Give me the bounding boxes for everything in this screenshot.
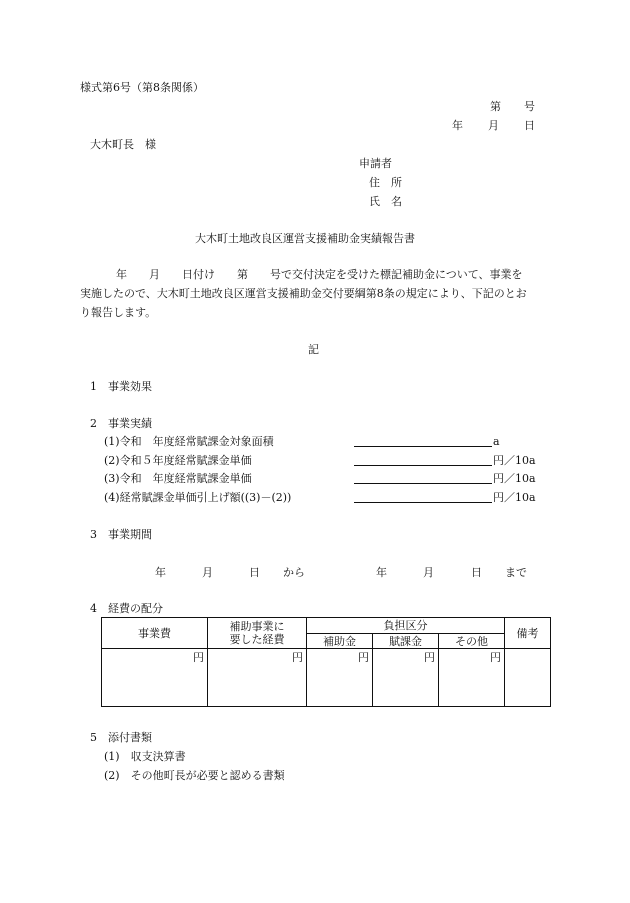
body-line-2: 実施したので、大木町土地改良区運営支援補助金交付要綱第8条の規定により、下記のとお: [80, 287, 527, 300]
expense-table: [101, 617, 551, 707]
period-from: から: [283, 566, 305, 579]
section4-heading: 4 経費の配分: [90, 602, 163, 615]
result-item-unit: 円／10a: [493, 472, 536, 485]
period-start-year: 年: [155, 566, 166, 579]
body-line-1: 年 月 日付け 第 号で交付決定を受けた標記補助金について、事業を: [116, 268, 523, 281]
header-subsidy-cost-line1: 補助事業に: [229, 620, 285, 633]
date-year: 年: [452, 119, 463, 132]
header-other: その他: [439, 634, 505, 649]
ki-mark: 記: [308, 343, 319, 356]
period-until: まで: [505, 566, 527, 579]
result-item-unit: a: [493, 435, 500, 448]
result-item-label: (4)経常賦課金単価引上げ額((3)－(2)): [104, 491, 292, 504]
period-start-month: 月: [202, 566, 213, 579]
attachment-item: (1) 収支決算書: [104, 750, 186, 763]
date-month: 月: [488, 119, 499, 132]
header-levy: 賦課金: [373, 634, 439, 649]
doc-number-go: 号: [524, 100, 535, 113]
result-item-label: (1)令和 年度経常賦課金対象面積: [104, 435, 274, 448]
fill-line: [354, 465, 492, 466]
date-day: 日: [524, 119, 535, 132]
body-line-3: り報告します。: [80, 306, 157, 319]
header-remarks: 備考: [505, 618, 551, 649]
result-item-unit: 円／10a: [493, 454, 536, 467]
fill-line: [354, 502, 492, 503]
result-item-unit: 円／10a: [493, 491, 536, 504]
applicant-label: 申請者: [359, 157, 392, 170]
section3-heading: 3 事業期間: [90, 528, 152, 541]
period-end-year: 年: [376, 566, 387, 579]
cell-subsidy-cost: 円: [208, 649, 307, 707]
header-subsidy-cost: [208, 618, 307, 649]
doc-number-dai: 第: [490, 100, 501, 113]
cell-project-cost: 円: [102, 649, 208, 707]
header-subsidy: 補助金: [307, 634, 373, 649]
cell-other: 円: [439, 649, 505, 707]
applicant-name: 氏 名: [369, 195, 402, 208]
result-item-label: (2)令和５年度経常賦課金単価: [104, 454, 252, 467]
section5-heading: 5 添付書類: [90, 731, 152, 744]
cell-levy: 円: [373, 649, 439, 707]
applicant-address: 住 所: [369, 176, 402, 189]
header-project-cost: 事業費: [102, 618, 208, 649]
section2-heading: 2 事業実績: [90, 417, 152, 430]
attachment-item: (2) その他町長が必要と認める書類: [104, 769, 285, 782]
fill-line: [354, 483, 492, 484]
period-end-month: 月: [423, 566, 434, 579]
period-end-day: 日: [471, 566, 482, 579]
addressee: 大木町長 様: [90, 138, 156, 151]
result-item-label: (3)令和 年度経常賦課金単価: [104, 472, 252, 485]
fill-line: [354, 446, 492, 447]
period-start-day: 日: [249, 566, 260, 579]
document-title: 大木町土地改良区運営支援補助金実績報告書: [195, 232, 415, 245]
section1-heading: 1 事業効果: [90, 380, 152, 393]
header-burden: 負担区分: [307, 618, 505, 634]
header-subsidy-cost-line2: 要した経費: [229, 633, 285, 646]
cell-remarks: [505, 649, 551, 707]
cell-subsidy: 円: [307, 649, 373, 707]
form-number: 様式第6号（第8条関係）: [80, 81, 204, 94]
